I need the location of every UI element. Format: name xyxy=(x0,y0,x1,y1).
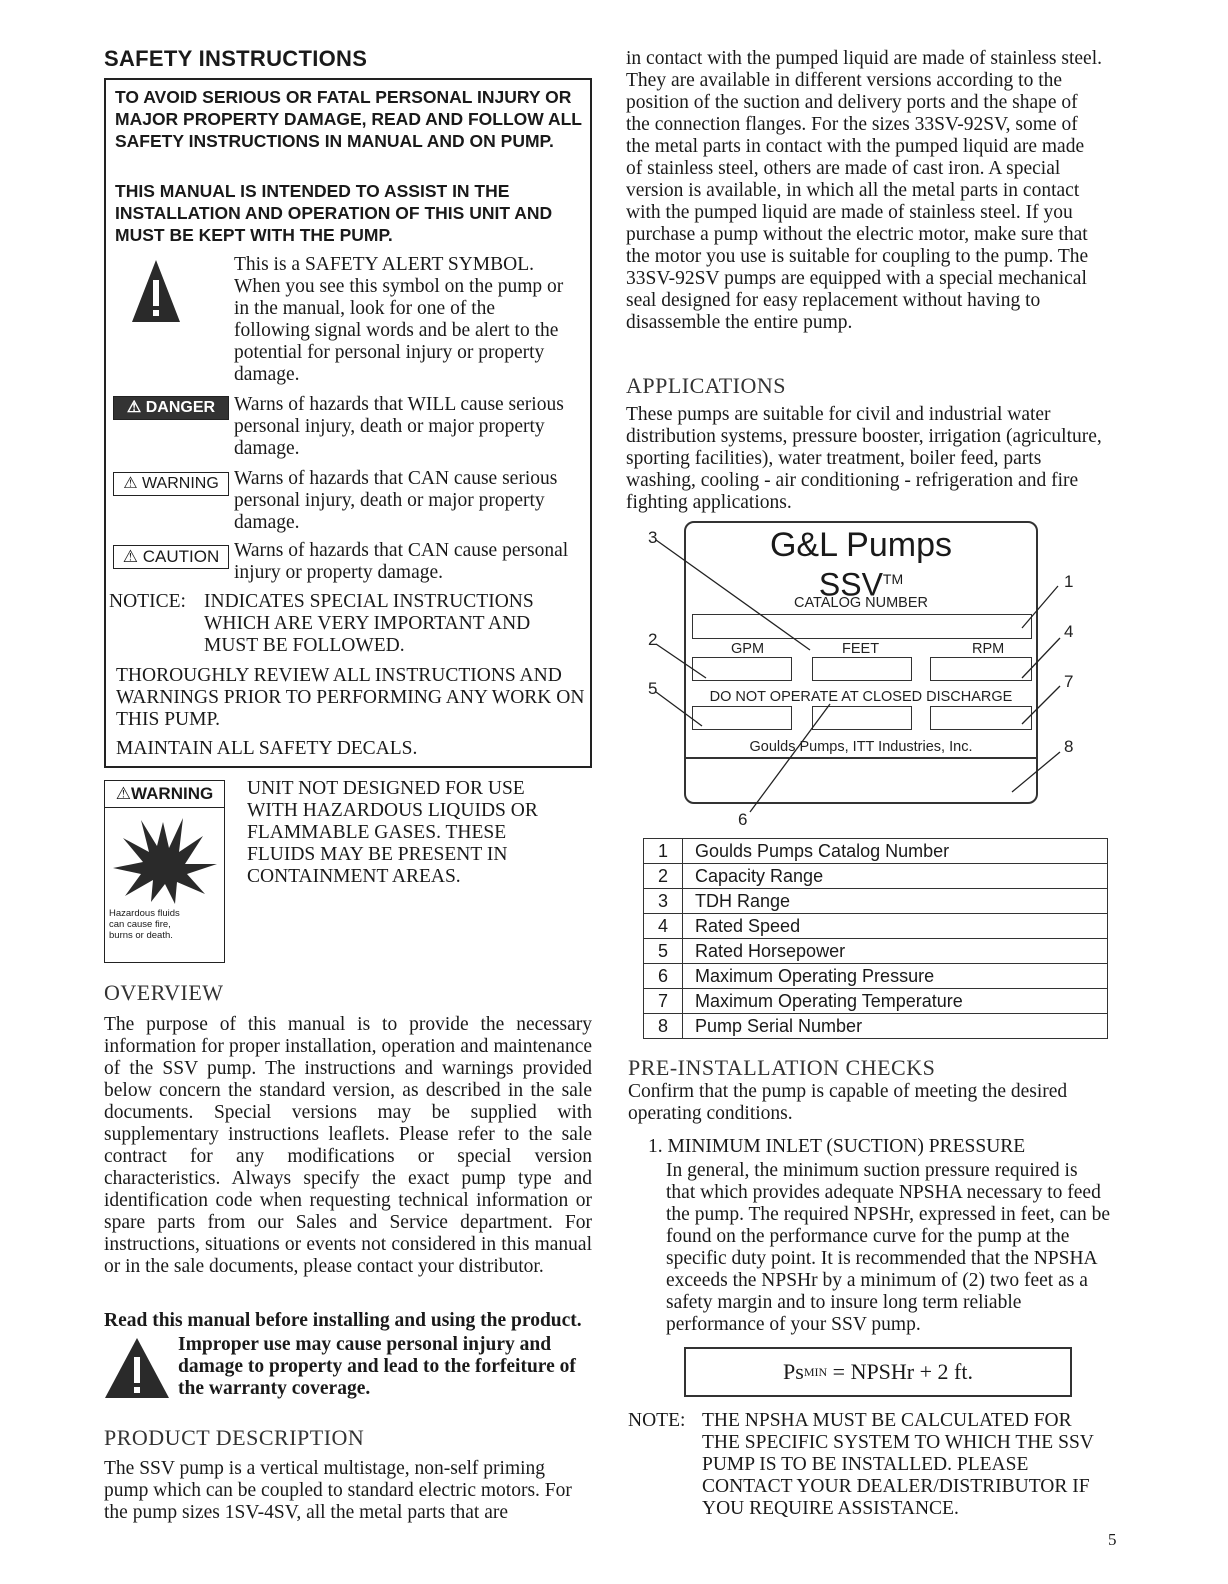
nameplate-tm: TM xyxy=(882,571,904,587)
legend-row xyxy=(644,964,1108,989)
formula-right: = NPSHr + 2 ft. xyxy=(827,1359,973,1384)
danger-badge xyxy=(113,396,229,420)
product-text-left: The SSV pump is a vertical multistage, non-self priming pump which can be coupled to standard electric motors. For the pump sizes 1SV-4SV, all the metal parts that are xyxy=(104,1458,572,1523)
legend-label: Rated Horsepower xyxy=(683,939,1108,964)
note-label: NOTE: xyxy=(628,1410,686,1431)
safety-alert-text: This is a SAFETY ALERT SYMBOL. When you see this symbol on the pump or in the manual, look for one of the following signal words and be alert to the potential for personal injury or property damage. xyxy=(234,254,564,385)
danger-alert-icon: ⚠ xyxy=(126,399,142,416)
page-number: 5 xyxy=(1108,1530,1117,1549)
caution-text: Warns of hazards that CAN cause personal injury or property damage. xyxy=(234,540,569,583)
legend-row xyxy=(644,1014,1108,1039)
callout-3: 3 xyxy=(648,528,658,547)
nameplate-legend-table xyxy=(643,838,1108,1039)
min-inlet-text: In general, the minimum suction pressure required is that which provides adequate NPSHA necessary to feed the pump. The required NPSHr, expressed in feet, can be found on the performance curve for the pump at the specific duty point. It is recommended that the NPSHA exceeds the NPSHr by a minimum of (2) two feet as a safety margin and to insure long term reliable performance of your SSV pump. xyxy=(666,1160,1110,1335)
legend-number: 4 xyxy=(644,914,683,939)
legend-label: Maximum Operating Pressure xyxy=(683,964,1108,989)
legend-number: 6 xyxy=(644,964,683,989)
legend-label: Pump Serial Number xyxy=(683,1014,1108,1039)
preinstall-heading: PRE-INSTALLATION CHECKS xyxy=(628,1055,936,1080)
legend-number: 7 xyxy=(644,989,683,1014)
safety-alert-icon xyxy=(130,258,182,324)
caution-badge xyxy=(113,545,229,569)
nameplate-model-text: SSV xyxy=(818,566,883,603)
caution-label: CAUTION xyxy=(142,547,220,566)
legend-row xyxy=(644,839,1108,864)
product-heading: PRODUCT DESCRIPTION xyxy=(104,1425,365,1450)
notice-label: NOTICE: xyxy=(109,591,186,612)
legend-number: 1 xyxy=(644,839,683,864)
hazard-decal xyxy=(104,780,225,963)
applications-heading: APPLICATIONS xyxy=(626,373,787,398)
formula-sub: MIN xyxy=(803,1364,828,1379)
catalog-label: CATALOG NUMBER xyxy=(793,595,928,611)
legend-number: 3 xyxy=(644,889,683,914)
formula-left: Ps xyxy=(783,1359,804,1384)
warning-label: WARNING xyxy=(142,475,219,492)
warning-text: Warns of hazards that CAN cause serious personal injury, death or major property damage. xyxy=(234,468,558,533)
legend-label: Maximum Operating Temperature xyxy=(683,989,1108,1014)
callout-4: 4 xyxy=(1064,622,1074,641)
improper-use-alert-icon xyxy=(104,1337,170,1399)
product-text-right: in contact with the pumped liquid are made of stainless steel. They are available in different versions according to the position of the suction and delivery ports and the shape of the connection flanges. For the sizes 33SV-92SV, some of the metal parts in contact with the pumped liquid are made of stainless steel, others are made of cast iron. A special version is available, in which all the metal parts in contact with the pumped liquid are made of stainless steel. If you purchase a pump without the electric motor, make sure that the motor you use is suitable for coupling to the pump. The 33SV-92SV pumps are equipped with a special mechanical seal designed for easy replacement without having to disassemble the entire pump. xyxy=(626,48,1102,333)
hazard-caption: Hazardous fluids can cause fire, burns or death. xyxy=(109,908,180,941)
gpm-label: GPM xyxy=(731,641,765,657)
legend-row xyxy=(644,864,1108,889)
legend-number: 5 xyxy=(644,939,683,964)
safety-intro-1: TO AVOID SERIOUS OR FATAL PERSONAL INJURY OR MAJOR PROPERTY DAMAGE, READ AND FOLLOW ALL SAFETY INSTRUCTIONS IN MANUAL AND ON PUMP. xyxy=(115,87,582,151)
legend-number: 8 xyxy=(644,1014,683,1039)
callout-5: 5 xyxy=(648,679,658,698)
callout-7: 7 xyxy=(1064,672,1074,691)
legend-label: Goulds Pumps Catalog Number xyxy=(683,839,1108,864)
danger-label: DANGER xyxy=(145,399,216,416)
hazard-alert-icon: ⚠ xyxy=(115,784,132,803)
review-text: THOROUGHLY REVIEW ALL INSTRUCTIONS AND WARNINGS PRIOR TO PERFORMING ANY WORK ON THIS PUMP. xyxy=(116,665,585,730)
improper-use-text: Improper use may cause personal injury and damage to property and lead to the forfeiture of the warranty coverage. xyxy=(178,1334,576,1399)
legend-row xyxy=(644,914,1108,939)
explosion-icon xyxy=(105,808,223,908)
maintain-text: MAINTAIN ALL SAFETY DECALS. xyxy=(116,738,418,759)
min-inlet-title: 1. MINIMUM INLET (SUCTION) PRESSURE xyxy=(648,1136,1026,1157)
notice-text: INDICATES SPECIAL INSTRUCTIONS WHICH ARE VERY IMPORTANT AND MUST BE FOLLOWED. xyxy=(204,591,534,656)
do-not-operate-label: DO NOT OPERATE AT CLOSED DISCHARGE xyxy=(709,689,1013,705)
callout-8: 8 xyxy=(1064,737,1074,756)
applications-text: These pumps are suitable for civil and industrial water distribution systems, pressure booster, irrigation (agriculture, sporting facilities), water treatment, boiler feed, parts washing, cooling - air conditioning - refrigeration and fire fighting applications. xyxy=(626,404,1102,513)
note-text: THE NPSHA MUST BE CALCULATED FOR THE SPECIFIC SYSTEM TO WHICH THE SSV PUMP IS TO BE INSTALLED. PLEASE CONTACT YOUR DEALER/DISTRIBUTOR IF YOU REQUIRE ASSISTANCE. xyxy=(702,1410,1094,1519)
callout-2: 2 xyxy=(648,630,658,649)
warning-alert-icon: ⚠ xyxy=(123,475,138,492)
warning-badge xyxy=(113,472,229,496)
safety-box xyxy=(104,78,592,768)
legend-label: Rated Speed xyxy=(683,914,1108,939)
danger-text: Warns of hazards that WILL cause serious personal injury, death or major property damage. xyxy=(234,394,564,459)
feet-label: FEET xyxy=(842,641,880,657)
nameplate-brand: G&L Pumps xyxy=(769,526,953,564)
npsh-formula xyxy=(684,1347,1072,1397)
safety-intro-2: THIS MANUAL IS INTENDED TO ASSIST IN THE INSTALLATION AND OPERATION OF THIS UNIT AND MUST BE KEPT WITH THE PUMP. xyxy=(115,181,553,245)
legend-label: Capacity Range xyxy=(683,864,1108,889)
overview-heading: OVERVIEW xyxy=(104,980,224,1005)
legend-number: 2 xyxy=(644,864,683,889)
legend-row xyxy=(644,889,1108,914)
hazard-text: UNIT NOT DESIGNED FOR USE WITH HAZARDOUS LIQUIDS OR FLAMMABLE GASES. THESE FLUIDS MAY BE PRESENT IN CONTAINMENT AREAS. xyxy=(247,778,538,887)
hazard-warning-badge xyxy=(105,781,224,808)
safety-title: SAFETY INSTRUCTIONS xyxy=(104,46,368,71)
read-manual-text: Read this manual before installing and using the product. xyxy=(104,1310,582,1331)
caution-alert-icon: ⚠ xyxy=(122,547,138,566)
callout-lines xyxy=(640,520,1080,830)
hazard-label: WARNING xyxy=(131,784,214,803)
legend-row xyxy=(644,939,1108,964)
preinstall-text: Confirm that the pump is capable of meeting the desired operating conditions. xyxy=(628,1081,1068,1124)
callout-6: 6 xyxy=(738,810,748,829)
overview-text: The purpose of this manual is to provide the necessary information for proper installation, operation and maintenance of the SSV pump. The instructions and warnings provided below concern the standard version, as described in the sale documents. Special versions may be supplied with supplementary instructions leaflets. Please refer to the sale contract for any modifications or special version characteristics. Always specify the exact pump type and identification code when requesting technical information or spare parts from our Sales and Service department. For instructions, situations or events not considered in this manual or in the sale documents, please contact your distributor. xyxy=(104,1014,592,1277)
rpm-label: RPM xyxy=(972,641,1005,657)
callout-1: 1 xyxy=(1064,572,1074,591)
legend-row xyxy=(644,989,1108,1014)
maker-label: Goulds Pumps, ITT Industries, Inc. xyxy=(749,739,973,755)
legend-label: TDH Range xyxy=(683,889,1108,914)
